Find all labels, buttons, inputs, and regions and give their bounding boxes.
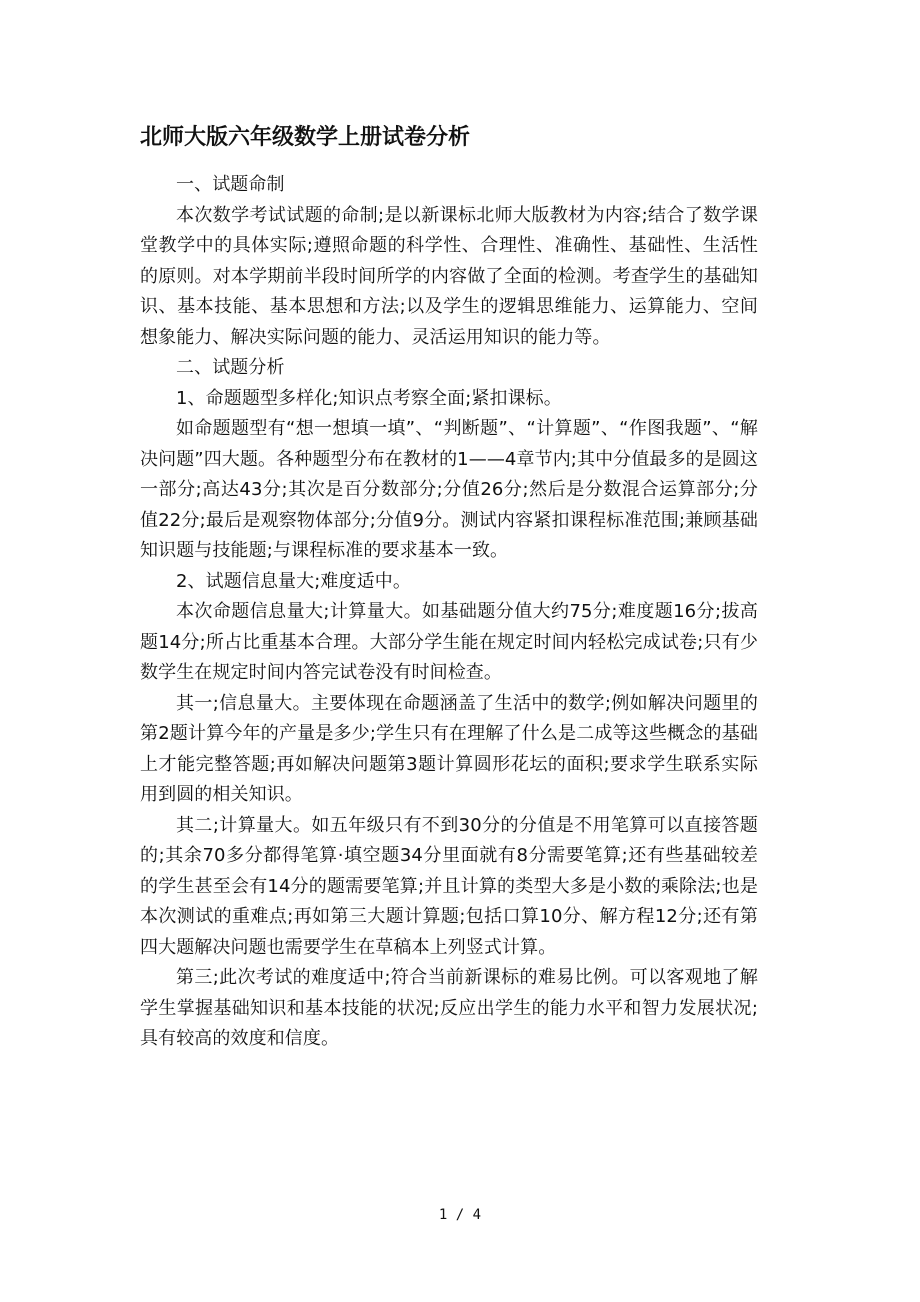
paragraph: 本次数学考试试题的命制;是以新课标北师大版教材为内容;结合了数学课堂教学中的具体实际;遵照命题的科学性、合理性、准确性、基础性、生活性的原则。对本学期前半段时间所学的内容做了全面的检测。考查学生的基础知识、基本技能、基本思想和方法;以及学生的逻辑思维能力、运算能力、空间想象能力、解决实际问题的能力、灵活运用知识的能力等。 (140, 204, 758, 348)
paragraph: 本次命题信息量大;计算量大。如基础题分值大约75分;难度题16分;拔高题14分;所占比重基本合理。大部分学生能在规定时间内轻松完成试卷;只有少数学生在规定时间内答完试卷没有时间检查。 (140, 601, 758, 683)
paragraph: 其二;计算量大。如五年级只有不到30分的分值是不用笔算可以直接答题的;其余70多分都得笔算·填空题34分里面就有8分需要笔算;还有些基础较差的学生甚至会有14分的题需要笔算;并且计算的类型大多是小数的乘除法;也是本次测试的重难点;再如第三大题计算题;包括口算10分、解方程12分;还有第四大题解决问题也需要学生在草稿本上列竖式计算。 (140, 814, 758, 958)
subheading-2: 2、试题信息量大;难度适中。 (176, 570, 411, 592)
section-heading-2: 二、试题分析 (176, 357, 285, 378)
paragraph: 第三;此次考试的难度适中;符合当前新课标的难易比例。可以客观地了解学生掌握基础知识和基本技能的状况;反应出学生的能力水平和智力发展状况;具有较高的效度和信度。 (140, 967, 758, 1049)
document-body (140, 170, 758, 1055)
paragraph: 其一;信息量大。主要体现在命题涵盖了生活中的数学;例如解决问题里的第2题计算今年的产量是多少;学生只有在理解了什么是二成等这些概念的基础上才能完整答题;再如解决问题第3题计算圆形花坛的面积;要求学生联系实际用到圆的相关知识。 (140, 692, 758, 805)
document-title: 北师大版六年级数学上册试卷分析 (140, 124, 471, 150)
subheading-1: 1、命题题型多样化;知识点考察全面;紧扣课标。 (176, 387, 562, 409)
paragraph: 如命题题型有“想一想填一填”、“判断题”、“计算题”、“作图我题”、“解决问题”四大题。各种题型分布在教材的1——4章节内;其中分值最多的是圆这一部分;高达43分;其次是百分数部分;分值26分;然后是分数混合运算部分;分值22分;最后是观察物体部分;分值9分。测试内容紧扣课程标准范围;兼顾基础知识题与技能题;与课程标准的要求基本一致。 (140, 418, 758, 561)
section-heading-1: 一、试题命制 (176, 174, 285, 195)
page-number: 1 / 4 (438, 1207, 482, 1223)
